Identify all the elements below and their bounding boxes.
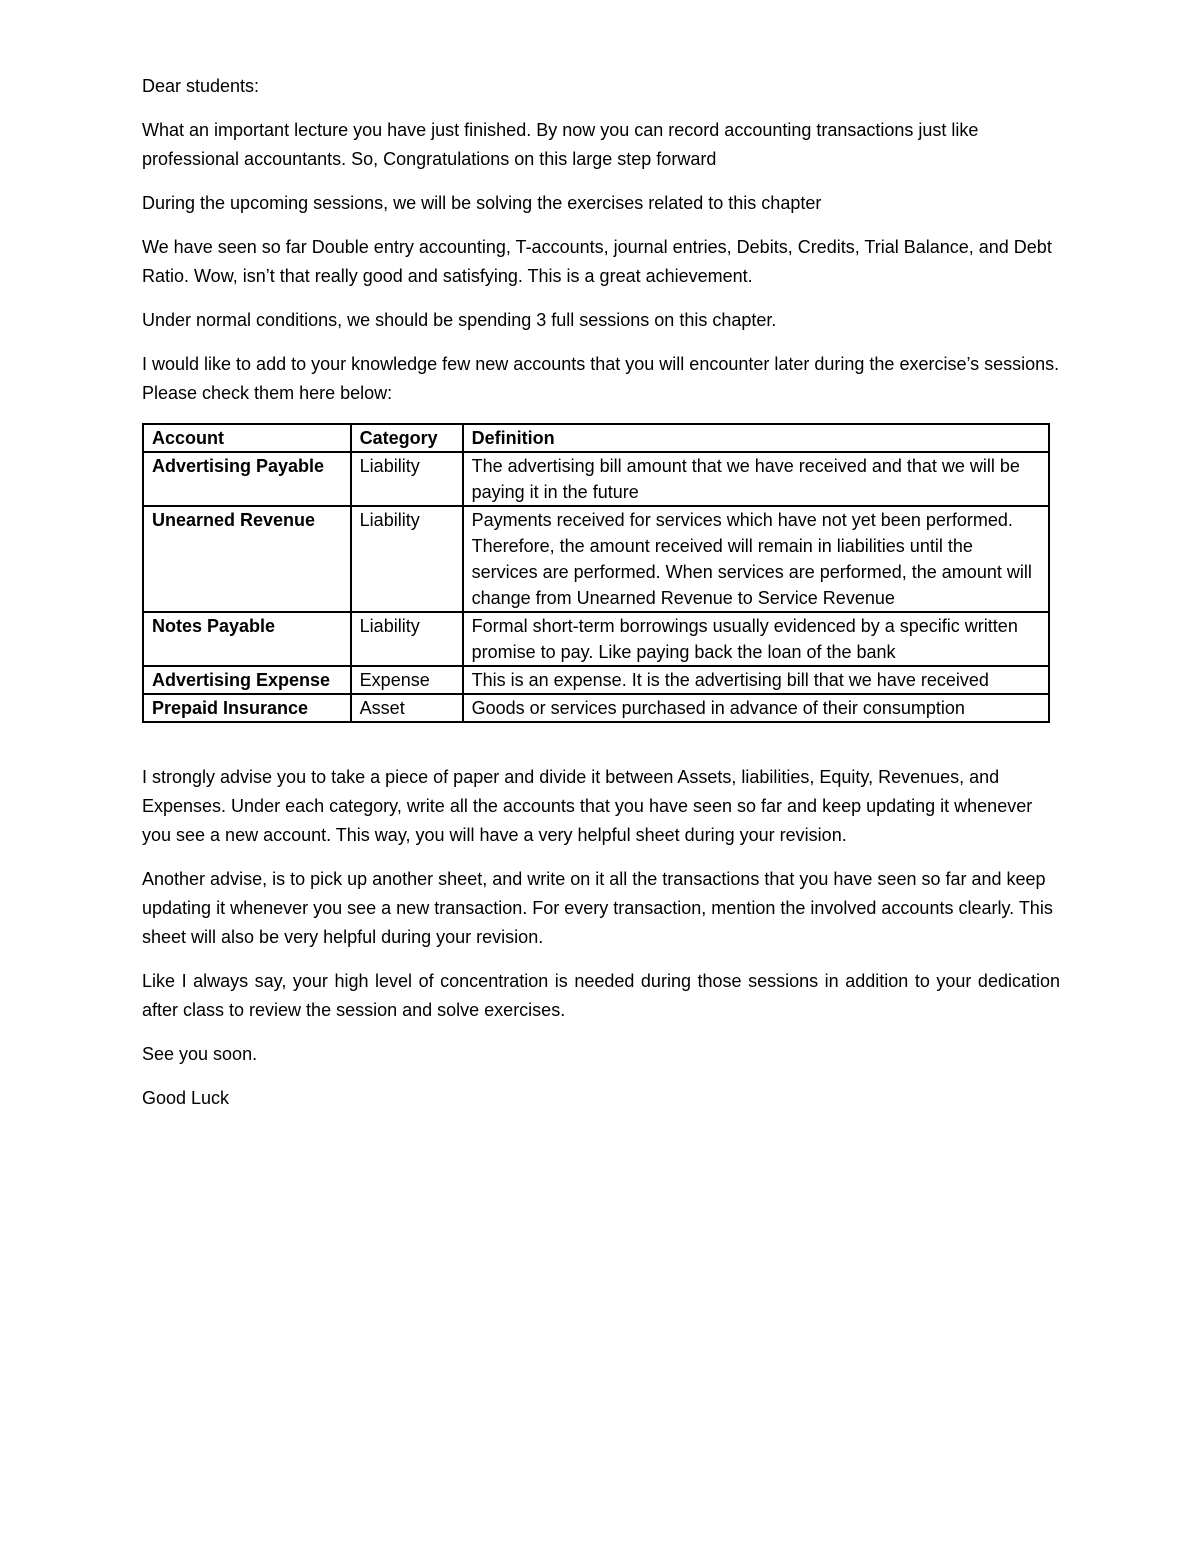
paragraph-seen-so-far: We have seen so far Double entry accounting, T-accounts, journal entries, Debits, Credits, Trial Balance, and Debt Ratio. Wow, isn’t that really good and satisfying. This is a great achievement. (142, 237, 1052, 286)
category-cell: Asset (351, 694, 463, 722)
definition-cell: This is an expense. It is the advertising bill that we have received (463, 666, 1049, 694)
table-row (143, 452, 1049, 506)
category-cell: Liability (351, 506, 463, 612)
paragraph-advice-transactions: Another advise, is to pick up another sheet, and write on it all the transactions that you have seen so far and keep updating it whenever you see a new transaction. For every transaction, mention the involved accounts clearly. This sheet will also be very helpful during your revision. (142, 869, 1053, 947)
account-cell: Notes Payable (143, 612, 351, 666)
definition-cell: The advertising bill amount that we have received and that we will be paying it in the future (463, 452, 1049, 506)
table-row (143, 612, 1049, 666)
paragraph-new-accounts-intro: I would like to add to your knowledge few new accounts that you will encounter later during the exercise’s sessions. Please check them here below: (142, 354, 1060, 403)
table-row (143, 694, 1049, 722)
see-you-soon: See you soon. (142, 1044, 258, 1064)
table-row (143, 506, 1049, 612)
account-cell: Advertising Expense (143, 666, 351, 694)
account-cell: Unearned Revenue (143, 506, 351, 612)
accounts-table (142, 423, 1050, 723)
paragraph-concentration: Like I always say, your high level of concentration is needed during those sessions in addition to your dedication after class to review the session and solve exercises. (142, 971, 1060, 1020)
definition-cell: Goods or services purchased in advance of their consumption (463, 694, 1049, 722)
table-header-row (143, 424, 1049, 452)
definition-cell: Formal short-term borrowings usually evidenced by a specific written promise to pay. Like paying back the loan of the bank (463, 612, 1049, 666)
header-category: Category (351, 424, 463, 452)
account-cell: Prepaid Insurance (143, 694, 351, 722)
account-cell: Advertising Payable (143, 452, 351, 506)
header-account: Account (143, 424, 351, 452)
definition-cell: Payments received for services which have not yet been performed. Therefore, the amount received will remain in liabilities until the services are performed. When services are performed, the amount will change from Unearned Revenue to Service Revenue (463, 506, 1049, 612)
paragraph-advice-paper: I strongly advise you to take a piece of paper and divide it between Assets, liabilities, Equity, Revenues, and Expenses. Under each category, write all the accounts that you have seen so far and keep updating it whenever you see a new account. This way, you will have a very helpful sheet during your revision. (142, 767, 1033, 845)
category-cell: Expense (351, 666, 463, 694)
letter-page (142, 72, 1060, 1128)
closing: Good Luck (142, 1088, 230, 1108)
paragraph-lecture-finished: What an important lecture you have just finished. By now you can record accounting transactions just like professional accountants. So, Congratulations on this large step forward (142, 120, 979, 169)
category-cell: Liability (351, 612, 463, 666)
paragraph-normal-conditions: Under normal conditions, we should be spending 3 full sessions on this chapter. (142, 310, 777, 330)
greeting: Dear students: (142, 76, 260, 96)
table-row (143, 666, 1049, 694)
header-definition: Definition (463, 424, 1049, 452)
paragraph-upcoming-sessions: During the upcoming sessions, we will be solving the exercises related to this chapter (142, 193, 822, 213)
category-cell: Liability (351, 452, 463, 506)
